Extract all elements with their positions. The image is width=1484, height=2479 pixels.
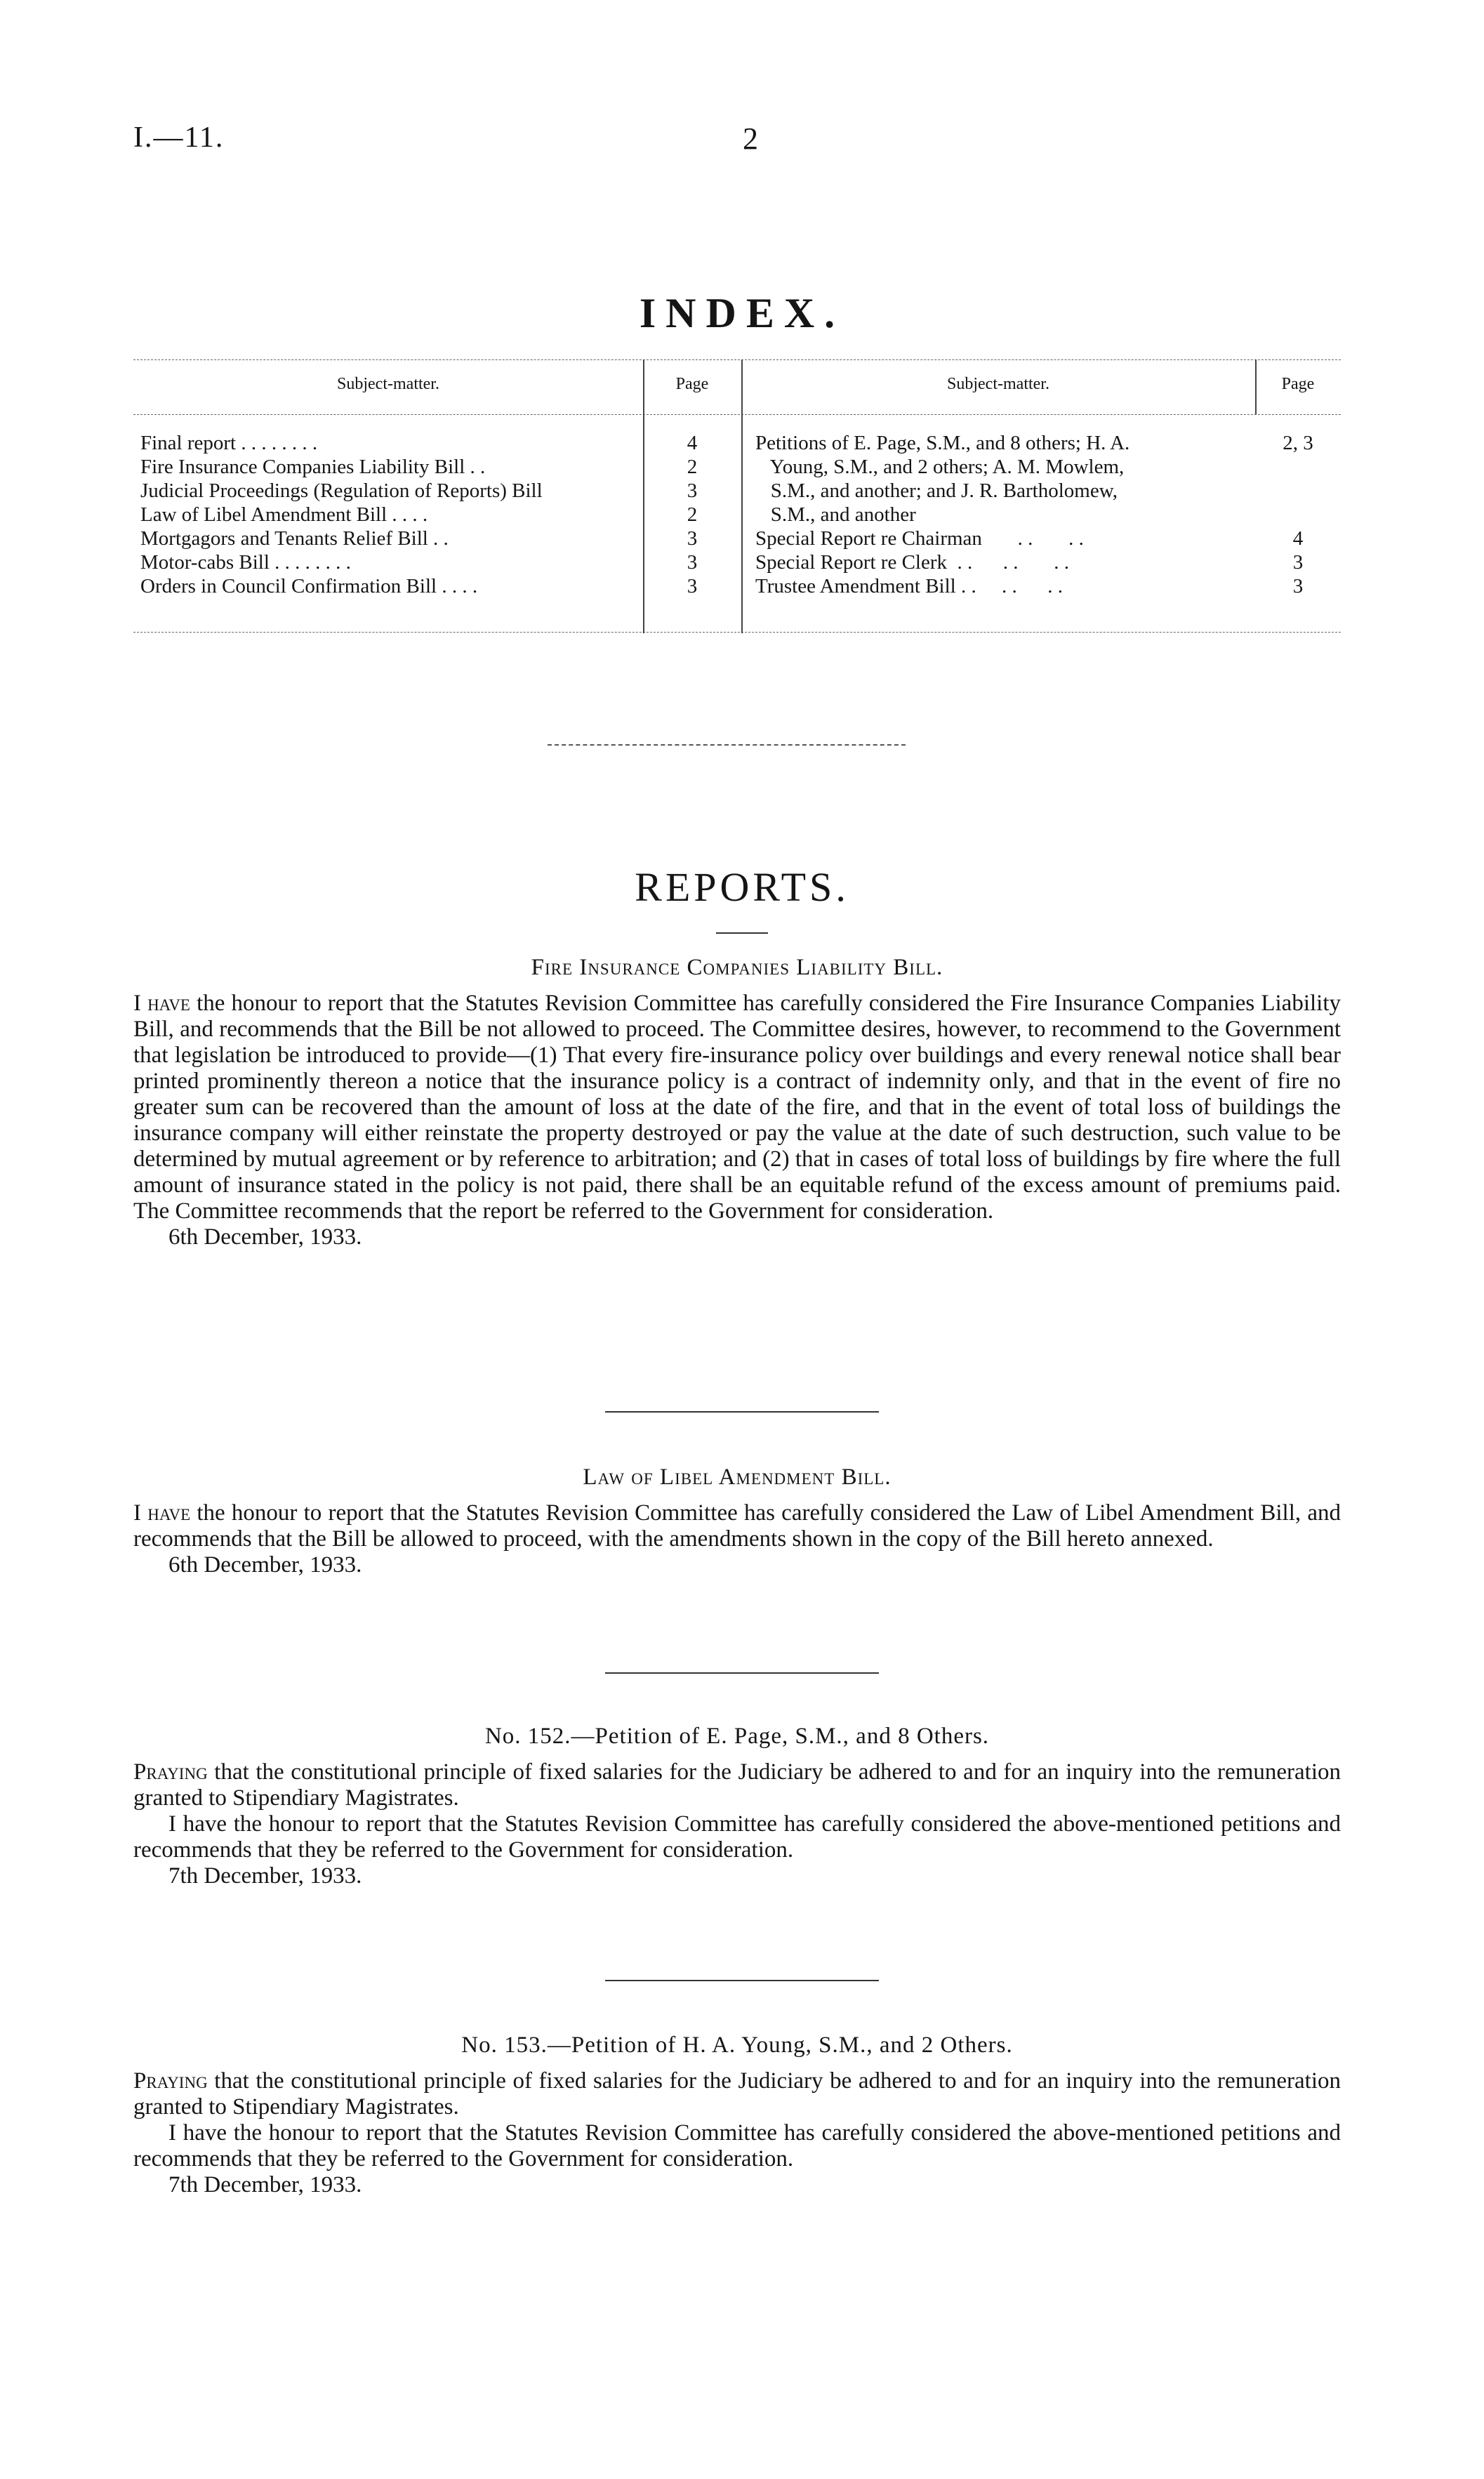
paragraph-text: that the constitutional principle of fixed salaries for the Judiciary be adhered to and for an inquiry into the remuneration granted to Stipendiary Magistrates.: [133, 1759, 1341, 1811]
petition-153: [133, 2032, 1341, 2198]
right-page-header: Page: [1281, 375, 1315, 393]
index-page-number: 4: [687, 432, 698, 454]
paragraph-text: the honour to report that the Statutes Revision Committee has carefully considered the Fire Insurance Companies Liability Bill, and recommends that the Bill be not allowed to proceed. The Committee desires, however, to recommend to the Government that legislation be introduced to provide—(1) That every fire-insurance policy over buildings and every renewal notice shall bear printed prominently thereon a notice that the insurance policy is a contract of indemnity only, and that in the event of fire no greater sum can be recovered than the amount of loss at the date of the fire, and that in the event of total loss of buildings the insurance company will either reinstate the property destroyed or pay the value at the date of such destruction, such value to be determined by mutual agreement or by reference to arbitration; and (2) that in cases of total loss of buildings by fire where the full amount of insurance stated in the policy is not paid, there shall be an equitable refund of the excess amount of premiums paid. The Committee recommends that the report be referred to the Government for consideration.: [133, 991, 1341, 1224]
right-subject-header: Subject-matter.: [947, 375, 1049, 393]
index-page-number: 3: [1292, 575, 1304, 597]
index-entry: Mortgagors and Tenants Relief Bill . .: [140, 527, 449, 550]
index-page-number: 4: [1292, 527, 1304, 550]
index-entry: Judicial Proceedings (Regulation of Reports) Bill: [140, 480, 543, 502]
section-body: [133, 1500, 1341, 1552]
index-entry: Orders in Council Confirmation Bill . . . .: [140, 575, 478, 597]
index-entry: Motor-cabs Bill . . . . . . . .: [140, 551, 351, 574]
right-page-column: [1255, 431, 1341, 598]
page-number: 2: [743, 121, 758, 156]
index-table: [133, 359, 1341, 633]
petition-152: [133, 1724, 1341, 1889]
section-heading: No. 152.—Petition of E. Page, S.M., and 8 Others.: [484, 1724, 990, 1749]
index-title: INDEX.: [639, 290, 845, 336]
section-heading: No. 153.—Petition of H. A. Young, S.M., and 2 Others.: [461, 2032, 1013, 2058]
paragraph-text: I have the honour to report that the Statutes Revision Committee has carefully considered the above-mentioned petitions and recommends that they be referred to the Government for consideration.: [133, 2120, 1341, 2171]
report-date: 6th December, 1933.: [168, 1224, 362, 1250]
index-page-number: 2: [687, 456, 698, 478]
section-body: [133, 1759, 1341, 1863]
column-divider: [741, 359, 743, 633]
report-law-of-libel: [133, 1465, 1341, 1578]
index-page-number: 2: [687, 503, 698, 526]
document-number: I.—11.: [133, 121, 225, 154]
section-heading: Law of Libel Amendment Bill.: [583, 1465, 892, 1490]
index-entry: Law of Libel Amendment Bill . . . .: [140, 503, 428, 526]
left-subject-column: [140, 431, 643, 598]
paragraph-text: that the constitutional principle of fixed salaries for the Judiciary be adhered to and for an inquiry into the remuneration granted to Stipendiary Magistrates.: [133, 2068, 1341, 2120]
index-page-number: 2, 3: [1283, 432, 1313, 454]
running-head: [133, 121, 1351, 163]
index-entry: S.M., and another: [755, 503, 916, 526]
report-date: 6th December, 1933.: [168, 1552, 362, 1578]
lead-words: I have: [133, 1500, 191, 1526]
report-fire-insurance: [133, 955, 1341, 1250]
index-page-number: 3: [687, 527, 698, 550]
right-subject-column: [755, 431, 1255, 598]
table-header-rule: [133, 414, 1341, 415]
lead-words: Praying: [133, 2068, 208, 2094]
table-top-rule: [133, 359, 1341, 360]
section-separator: [548, 744, 906, 746]
section-body: [133, 991, 1341, 1224]
report-divider: [605, 1980, 879, 1981]
report-date: 7th December, 1933.: [168, 2172, 362, 2197]
index-page-number: [1255, 455, 1341, 479]
left-subject-header: Subject-matter.: [337, 375, 439, 393]
lead-words: I have: [133, 991, 190, 1016]
lead-words: Praying: [133, 1759, 208, 1785]
index-page-number: [1255, 503, 1341, 527]
index-page-number: [1255, 479, 1341, 503]
index-entry: S.M., and another; and J. R. Bartholomew,: [755, 480, 1118, 502]
section-body: [133, 2068, 1341, 2172]
report-divider: [605, 1411, 879, 1413]
paragraph-text: I have the honour to report that the Statutes Revision Committee has carefully considered the above-mentioned petitions and recommends that they be referred to the Government for consideration.: [133, 1811, 1341, 1863]
left-page-column: [643, 431, 741, 598]
report-date: 7th December, 1933.: [168, 1863, 362, 1889]
index-page-number: 3: [1292, 551, 1304, 574]
table-bottom-rule: [133, 632, 1341, 633]
left-page-header: Page: [675, 375, 709, 393]
section-heading: Fire Insurance Companies Liability Bill.: [531, 955, 943, 980]
index-entry: Special Report re Clerk . . . . . .: [755, 551, 1069, 574]
index-entry: Young, S.M., and 2 others; A. M. Mowlem,: [755, 456, 1125, 478]
index-page-number: 3: [687, 551, 698, 574]
index-entry: Fire Insurance Companies Liability Bill . .: [140, 456, 486, 478]
index-entry: Petitions of E. Page, S.M., and 8 others; H. A.: [755, 432, 1130, 454]
index-entry: Trustee Amendment Bill . . . . . .: [755, 575, 1063, 597]
reports-title: REPORTS.: [635, 864, 849, 910]
index-entry: Special Report re Chairman . . . .: [755, 527, 1084, 550]
index-page-number: 3: [687, 480, 698, 502]
index-entry: Final report . . . . . . . .: [140, 432, 318, 454]
title-underline: [716, 932, 768, 934]
paragraph-text: the honour to report that the Statutes Revision Committee has carefully considered the Law of Libel Amendment Bill, and recommends that the Bill be allowed to proceed, with the amendments shown in the copy of the Bill hereto annexed.: [133, 1500, 1341, 1552]
index-page-number: 3: [687, 575, 698, 597]
report-divider: [605, 1672, 879, 1674]
